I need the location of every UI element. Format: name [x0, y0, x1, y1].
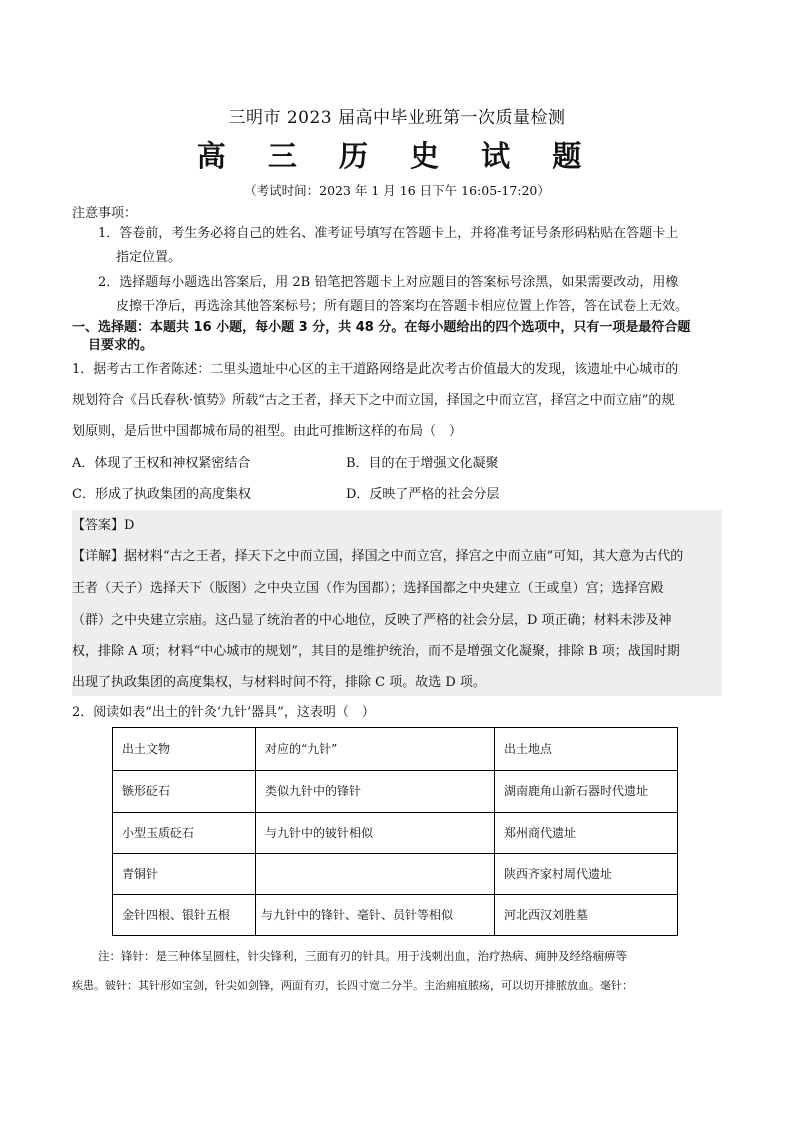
table-cell: 与九针中的锋针、毫针、员针等相似 — [261, 907, 454, 922]
q2-stem: 2．阅读如表“出土的针灸‘九针’器具”，这表明（ ） — [72, 705, 375, 720]
q1-detail-line-5: 出现了执政集团的高度集权，与材料时间不符，排除 C 项。故选 D 项。 — [72, 675, 486, 690]
q1-answer-box — [72, 510, 722, 696]
q1-option-c: C．形成了执政集团的高度集权 — [72, 487, 251, 502]
section-1-heading-cont: 目要求的。 — [88, 338, 154, 353]
section-1-heading: 一、选择题：本题共 16 小题，每小题 3 分，共 48 分。在每小题给出的四个选项中，只有一项是最符合题 — [72, 320, 691, 335]
exam-time: （考试时间：2023 年 1 月 16 日下午 16:05-17:20） — [244, 183, 550, 198]
notice-heading: 注意事项： — [72, 206, 138, 221]
notice-item-2: 2．选择题每小题选出答案后，用 2B 铅笔把答题卡上对应题目的答案标号涂黑，如果需要改动，用橡 — [98, 275, 679, 290]
page-title: 高 三 历 史 试 题 — [196, 139, 598, 173]
q1-stem-line-2: 规划符合《吕氏春秋·慎势》所载“古之王者，择天下之中而立国，择国之中而立宫，择宫之中而立庙”的规 — [72, 393, 675, 408]
table-cell: 郑州商代遗址 — [504, 825, 577, 840]
q1-stem-line-3: 划原则，是后世中国都城布局的祖型。由此可推断这样的布局（ ） — [72, 424, 463, 439]
notice-item-2-cont: 皮擦干净后，再选涂其他答案标号；所有题目的答案均在答题卡相应位置上作答，答在试卷上无效。 — [116, 299, 689, 314]
school-exam-line: 三明市 2023 届高中毕业班第一次质量检测 — [228, 108, 566, 128]
q1-option-d: D．反映了严格的社会分层 — [346, 487, 500, 502]
q1-option-a: A．体现了王权和神权紧密结合 — [72, 456, 251, 471]
q2-note-line-2: 疾患。铍针：其针形如宝剑，针尖如剑锋，两面有刃，长四寸宽二分半。主治痈疽脓疡，可以切开排脓放血。毫针： — [72, 979, 633, 992]
q1-detail-line-1: 【详解】据材料“古之王者，择天下之中而立国，择国之中而立宫，择宫之中而立庙”可知，其大意为古代的 — [72, 549, 684, 564]
q2-note-line-1: 注：锋针：是三种体呈圆柱，针尖锋利，三面有刃的针具。用于浅刺出血，治疗热病、痈肿及经络痼痹等 — [98, 949, 627, 963]
notice-item-1: 1．答卷前，考生务必将自己的姓名、准考证号填写在答题卡上，并将准考证号条形码粘贴在答题卡上 — [98, 226, 679, 241]
table-cell: 小型玉质砭石 — [122, 825, 195, 840]
q1-detail-line-2: 王者（天子）选择天下（版图）之中央立国（作为国都）；选择国都之中央建立（王或皇）宫；选择宫殿 — [72, 581, 664, 596]
table-header-site: 出土地点 — [504, 741, 553, 756]
q2-artifact-table — [112, 727, 678, 936]
table-cell: 类似九针中的锋针 — [265, 784, 362, 798]
table-cell — [255, 853, 494, 894]
q1-answer: 【答案】D — [72, 518, 135, 533]
table-cell: 河北西汉刘胜墓 — [504, 907, 589, 922]
table-header-needle: 对应的“九针” — [265, 741, 338, 756]
table-cell: 陕西齐家村周代遗址 — [504, 866, 613, 881]
notice-item-1-cont: 指定位置。 — [116, 250, 182, 265]
table-cell: 湖南鹿角山新石器时代遗址 — [504, 784, 649, 798]
table-header-artifact: 出土文物 — [122, 741, 171, 756]
table-cell: 金针四根、银针五根 — [122, 907, 231, 922]
q1-stem-line-1: 1．据考古工作者陈述：二里头遗址中心区的主干道路网络是此次考古价值最大的发现，该遗址中心城市的 — [72, 362, 679, 377]
q1-detail-line-4: 权，排除 A 项；材料“中心城市的规划”，其目的是维护统治，而不是增强文化凝聚，排除 B 项；战国时期 — [72, 644, 680, 659]
q1-detail-line-3: （群）之中央建立宗庙。这凸显了统治者的中心地位，反映了严格的社会分层，D 项正确；材料未涉及神 — [72, 613, 672, 628]
table-cell: 青铜针 — [122, 866, 159, 881]
q1-option-b: B．目的在于增强文化凝聚 — [346, 456, 499, 471]
table-cell: 镞形砭石 — [122, 784, 171, 798]
table-cell: 与九针中的铍针相似 — [265, 825, 374, 840]
